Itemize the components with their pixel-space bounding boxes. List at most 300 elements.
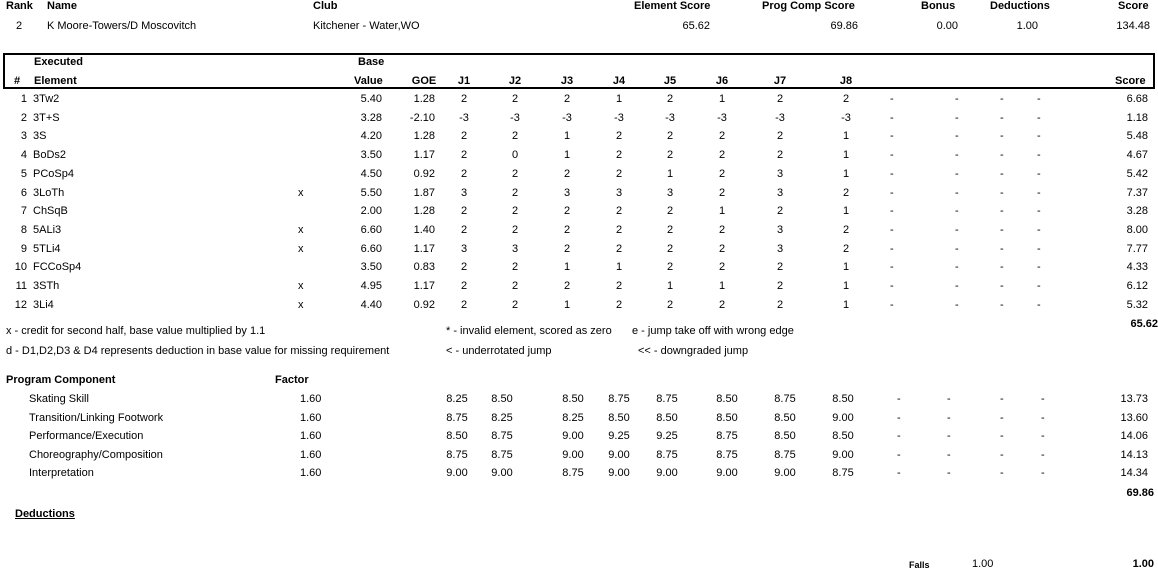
judge-1-score: 2 xyxy=(460,280,468,292)
club-label: Club xyxy=(313,0,338,12)
base-value: 3.50 xyxy=(360,149,382,162)
empty-judge-dash: - xyxy=(890,93,894,105)
empty-judge-dash: - xyxy=(1000,167,1004,180)
prog-comp-score-label: Prog Comp Score xyxy=(762,0,855,12)
judge-4-score: 2 xyxy=(615,205,623,218)
judge-5-score: 1 xyxy=(666,167,674,180)
empty-judge-dash: - xyxy=(1000,448,1004,461)
element-num: 8 xyxy=(20,223,27,236)
base-value: 3.50 xyxy=(360,261,382,274)
judge-4-mark: 9.25 xyxy=(608,430,630,443)
empty-judge-dash: - xyxy=(1000,223,1004,236)
empty-judge-dash: - xyxy=(890,111,894,124)
empty-judge-dash: - xyxy=(1000,261,1004,274)
empty-judge-dash: - xyxy=(897,467,901,480)
empty-judge-dash: - xyxy=(955,242,959,255)
judge-2-score: 2 xyxy=(511,205,519,218)
element-code: PCoSp4 xyxy=(33,167,74,180)
j1-header: J1 xyxy=(457,75,471,87)
judge-4-mark: 8.75 xyxy=(608,393,630,405)
judge-6-score: 2 xyxy=(718,167,726,180)
goe-value: 0.83 xyxy=(413,261,435,274)
second-half-marker: x xyxy=(298,298,304,311)
judge-5-mark: 9.25 xyxy=(656,430,678,443)
empty-judge-dash: - xyxy=(955,186,959,199)
judge-4-mark: 8.50 xyxy=(608,411,630,424)
component-total: 69.86 xyxy=(1126,487,1154,499)
judge-8-mark: 8.75 xyxy=(832,467,854,480)
judge-2-score: 2 xyxy=(511,223,519,236)
element-num: 10 xyxy=(14,261,27,274)
deductions-total: 1.00 xyxy=(1132,558,1154,570)
empty-judge-dash: - xyxy=(1037,130,1041,143)
judge-8-score: 2 xyxy=(842,223,850,236)
judge-7-score: 3 xyxy=(776,242,784,255)
judge-8-score: 2 xyxy=(842,186,850,199)
empty-judge-dash: - xyxy=(955,261,959,274)
judge-2-score: 2 xyxy=(511,186,519,199)
judge-6-score: 2 xyxy=(718,242,726,255)
j3-header: J3 xyxy=(560,75,574,87)
deductions-value: 1.00 xyxy=(1016,20,1038,32)
second-half-marker: x xyxy=(298,280,304,292)
judge-2-mark: 8.75 xyxy=(491,430,513,443)
component-score: 14.06 xyxy=(1120,430,1148,443)
judge-4-mark: 9.00 xyxy=(608,467,630,480)
judge-2-mark: 8.75 xyxy=(491,448,513,461)
judge-5-score: -3 xyxy=(665,111,675,124)
judge-6-score: 2 xyxy=(718,149,726,162)
empty-judge-dash: - xyxy=(1041,467,1045,480)
empty-judge-dash: - xyxy=(1000,280,1004,292)
judge-4-score: 1 xyxy=(615,93,623,105)
score-label: Score xyxy=(1118,0,1149,12)
legend-downgraded-note: << - downgraded jump xyxy=(638,345,749,357)
base-value: 3.28 xyxy=(360,111,382,124)
second-half-marker: x xyxy=(298,223,304,236)
judge-7-mark: 8.75 xyxy=(774,448,796,461)
empty-judge-dash: - xyxy=(947,430,951,443)
empty-judge-dash: - xyxy=(955,130,959,143)
judge-5-score: 2 xyxy=(666,205,674,218)
judge-3-mark: 9.00 xyxy=(562,448,584,461)
judge-1-score: 2 xyxy=(460,261,468,274)
falls-label: Falls xyxy=(909,560,930,570)
base-value: 2.00 xyxy=(360,205,382,218)
component-name: Choreography/Composition xyxy=(29,448,163,461)
j6-header: J6 xyxy=(715,75,729,87)
goe-value: 1.40 xyxy=(413,223,435,236)
judge-3-mark: 8.50 xyxy=(562,393,584,405)
judge-7-score: -3 xyxy=(775,111,785,124)
element-code: 3LoTh xyxy=(33,186,65,199)
judge-5-mark: 9.00 xyxy=(656,467,678,480)
judge-6-score: 2 xyxy=(718,130,726,143)
judge-4-score: 2 xyxy=(615,149,623,162)
component-factor: 1.60 xyxy=(300,411,322,424)
judge-8-mark: 8.50 xyxy=(832,393,854,405)
judge-8-score: 1 xyxy=(842,167,850,180)
judge-4-score: -3 xyxy=(614,111,624,124)
base-value: 5.40 xyxy=(360,93,382,105)
judge-7-score: 2 xyxy=(776,205,784,218)
judge-4-score: 2 xyxy=(615,242,623,255)
empty-judge-dash: - xyxy=(1037,186,1041,199)
element-score: 1.18 xyxy=(1126,111,1148,124)
empty-judge-dash: - xyxy=(1037,223,1041,236)
judge-6-score: 1 xyxy=(718,93,726,105)
judge-8-score: 2 xyxy=(842,242,850,255)
element-score-label: Element Score xyxy=(634,0,711,12)
empty-judge-dash: - xyxy=(947,411,951,424)
judge-4-score: 2 xyxy=(615,298,623,311)
empty-judge-dash: - xyxy=(890,298,894,311)
judge-7-score: 2 xyxy=(776,93,784,105)
empty-judge-dash: - xyxy=(955,167,959,180)
judge-5-score: 2 xyxy=(666,261,674,274)
executed-header: Executed xyxy=(34,56,83,68)
legend-d-note: d - D1,D2,D3 & D4 represents deduction in base value for missing requirement xyxy=(6,345,390,357)
judge-3-mark: 8.25 xyxy=(562,411,584,424)
judge-1-score: 2 xyxy=(460,167,468,180)
judge-1-score: 2 xyxy=(460,130,468,143)
judge-8-score: 1 xyxy=(842,280,850,292)
element-num: 6 xyxy=(20,186,27,199)
goe-value: 1.28 xyxy=(413,93,435,105)
judge-1-score: 3 xyxy=(460,186,468,199)
rank-value: 2 xyxy=(16,20,23,32)
element-score: 8.00 xyxy=(1126,223,1148,236)
empty-judge-dash: - xyxy=(1037,149,1041,162)
prog-comp-score-value: 69.86 xyxy=(830,20,858,32)
j7-header: J7 xyxy=(773,75,787,87)
empty-judge-dash: - xyxy=(1037,93,1041,105)
judge-3-score: -3 xyxy=(562,111,572,124)
bonus-label: Bonus xyxy=(921,0,956,12)
empty-judge-dash: - xyxy=(1000,393,1004,405)
skater-name: K Moore-Towers/D Moscovitch xyxy=(47,20,197,32)
element-code: 3Li4 xyxy=(33,298,54,311)
judge-7-score: 2 xyxy=(776,298,784,311)
component-name: Performance/Execution xyxy=(29,430,144,443)
component-name: Skating Skill xyxy=(29,393,89,405)
second-half-marker: x xyxy=(298,186,304,199)
empty-judge-dash: - xyxy=(1037,111,1041,124)
empty-judge-dash: - xyxy=(890,186,894,199)
judge-8-score: 1 xyxy=(842,149,850,162)
judge-1-score: 2 xyxy=(460,205,468,218)
rank-label: Rank xyxy=(6,0,33,12)
judge-3-score: 2 xyxy=(563,223,571,236)
element-header: Element xyxy=(34,75,77,87)
empty-judge-dash: - xyxy=(955,280,959,292)
j4-header: J4 xyxy=(612,75,626,87)
base-value: 4.20 xyxy=(360,130,382,143)
deductions-title: Deductions xyxy=(15,508,75,520)
judge-6-score: 2 xyxy=(718,223,726,236)
judge-6-mark: 8.50 xyxy=(716,411,738,424)
empty-judge-dash: - xyxy=(1037,280,1041,292)
empty-judge-dash: - xyxy=(897,448,901,461)
judge-7-mark: 8.75 xyxy=(774,393,796,405)
component-factor: 1.60 xyxy=(300,448,322,461)
judge-1-mark: 9.00 xyxy=(446,467,468,480)
judge-5-score: 2 xyxy=(666,298,674,311)
judge-8-mark: 9.00 xyxy=(832,411,854,424)
element-score: 5.42 xyxy=(1126,167,1148,180)
empty-judge-dash: - xyxy=(890,242,894,255)
goe-header: GOE xyxy=(411,75,437,87)
judge-3-score: 2 xyxy=(563,242,571,255)
element-num: 3 xyxy=(20,130,27,143)
empty-judge-dash: - xyxy=(955,149,959,162)
judge-3-score: 2 xyxy=(563,93,571,105)
judge-4-score: 2 xyxy=(615,130,623,143)
j5-header: J5 xyxy=(663,75,677,87)
element-score: 7.37 xyxy=(1126,186,1148,199)
element-score-value: 65.62 xyxy=(682,20,710,32)
second-half-marker: x xyxy=(298,242,304,255)
empty-judge-dash: - xyxy=(890,130,894,143)
empty-judge-dash: - xyxy=(955,298,959,311)
base-value: 4.40 xyxy=(360,298,382,311)
judge-8-score: 1 xyxy=(842,130,850,143)
judge-1-score: -3 xyxy=(459,111,469,124)
goe-value: 1.17 xyxy=(413,280,435,292)
base-value: 4.50 xyxy=(360,167,382,180)
empty-judge-dash: - xyxy=(897,411,901,424)
value-header: Value xyxy=(354,75,383,87)
judge-5-score: 3 xyxy=(666,186,674,199)
judge-5-score: 2 xyxy=(666,242,674,255)
judge-3-score: 2 xyxy=(563,167,571,180)
empty-judge-dash: - xyxy=(1000,242,1004,255)
element-num: 9 xyxy=(20,242,27,255)
judge-6-score: -3 xyxy=(717,111,727,124)
legend-x-note: x - credit for second half, base value multiplied by 1.1 xyxy=(6,325,266,337)
judge-1-score: 2 xyxy=(460,223,468,236)
total-score-value: 134.48 xyxy=(1116,20,1150,32)
judge-7-score: 3 xyxy=(776,223,784,236)
empty-judge-dash: - xyxy=(890,167,894,180)
element-score: 4.33 xyxy=(1126,261,1148,274)
judge-4-score: 2 xyxy=(615,280,623,292)
empty-judge-dash: - xyxy=(1037,261,1041,274)
judge-4-score: 2 xyxy=(615,223,623,236)
goe-value: 0.92 xyxy=(413,298,435,311)
judge-8-score: 1 xyxy=(842,298,850,311)
empty-judge-dash: - xyxy=(1000,467,1004,480)
judge-5-score: 2 xyxy=(666,149,674,162)
empty-judge-dash: - xyxy=(955,111,959,124)
element-score: 7.77 xyxy=(1126,242,1148,255)
judge-2-score: 2 xyxy=(511,93,519,105)
judge-2-score: 2 xyxy=(511,261,519,274)
judge-1-mark: 8.25 xyxy=(446,393,468,405)
judge-7-score: 2 xyxy=(776,130,784,143)
element-score: 3.28 xyxy=(1126,205,1148,218)
element-code: 3Tw2 xyxy=(33,93,60,105)
empty-judge-dash: - xyxy=(1000,93,1004,105)
component-name: Transition/Linking Footwork xyxy=(29,411,164,424)
element-num: 11 xyxy=(15,280,27,292)
judge-8-score: -3 xyxy=(841,111,851,124)
judge-2-score: 0 xyxy=(511,149,519,162)
judge-7-score: 3 xyxy=(776,186,784,199)
goe-value: 1.17 xyxy=(413,149,435,162)
empty-judge-dash: - xyxy=(1000,130,1004,143)
judge-4-score: 1 xyxy=(615,261,623,274)
element-code: ChSqB xyxy=(33,205,68,218)
club-value: Kitchener - Water,WO xyxy=(313,20,420,32)
component-score: 14.13 xyxy=(1120,448,1148,461)
judge-4-score: 2 xyxy=(615,167,623,180)
judge-2-score: 2 xyxy=(511,167,519,180)
judge-4-score: 3 xyxy=(615,186,623,199)
legend-invalid-note: * - invalid element, scored as zero xyxy=(446,325,612,337)
element-code: 3S xyxy=(33,130,47,143)
judge-1-mark: 8.50 xyxy=(446,430,468,443)
judge-1-score: 2 xyxy=(460,298,468,311)
judge-8-score: 1 xyxy=(842,205,850,218)
judge-1-mark: 8.75 xyxy=(446,448,468,461)
element-num: 12 xyxy=(14,298,27,311)
judge-2-mark: 9.00 xyxy=(491,467,513,480)
judge-8-mark: 9.00 xyxy=(832,448,854,461)
judge-3-score: 3 xyxy=(563,186,571,199)
element-code: BoDs2 xyxy=(33,149,67,162)
component-score: 13.60 xyxy=(1120,411,1148,424)
element-score: 4.67 xyxy=(1126,149,1148,162)
empty-judge-dash: - xyxy=(1000,298,1004,311)
element-total: 65.62 xyxy=(1130,318,1158,330)
base-value: 5.50 xyxy=(360,186,382,199)
judge-1-score: 3 xyxy=(460,242,468,255)
empty-judge-dash: - xyxy=(1000,205,1004,218)
judge-6-score: 1 xyxy=(718,205,726,218)
empty-judge-dash: - xyxy=(890,280,894,292)
judge-5-score: 2 xyxy=(666,130,674,143)
judge-1-mark: 8.75 xyxy=(446,411,468,424)
judge-6-mark: 9.00 xyxy=(716,467,738,480)
empty-judge-dash: - xyxy=(897,430,901,443)
empty-judge-dash: - xyxy=(1000,149,1004,162)
empty-judge-dash: - xyxy=(890,261,894,274)
empty-judge-dash: - xyxy=(1037,298,1041,311)
empty-judge-dash: - xyxy=(1000,411,1004,424)
judge-2-score: 3 xyxy=(511,242,519,255)
empty-judge-dash: - xyxy=(1000,430,1004,443)
judge-6-mark: 8.75 xyxy=(716,430,738,443)
empty-judge-dash: - xyxy=(955,93,959,105)
component-score: 13.73 xyxy=(1120,393,1148,405)
name-label: Name xyxy=(47,0,77,12)
element-code: FCCoSp4 xyxy=(33,261,82,274)
falls-value: 1.00 xyxy=(972,558,994,570)
judge-1-score: 2 xyxy=(460,149,468,162)
j8-header: J8 xyxy=(839,75,853,87)
judge-5-mark: 8.75 xyxy=(656,393,678,405)
empty-judge-dash: - xyxy=(890,149,894,162)
base-value: 6.60 xyxy=(360,242,382,255)
judge-8-score: 1 xyxy=(842,261,850,274)
goe-value: 0.92 xyxy=(413,167,435,180)
empty-judge-dash: - xyxy=(890,223,894,236)
element-score: 6.68 xyxy=(1126,93,1148,105)
empty-judge-dash: - xyxy=(947,467,951,480)
element-num: 2 xyxy=(20,111,27,124)
judge-7-mark: 8.50 xyxy=(774,430,796,443)
legend-underrotated-note: < - underrotated jump xyxy=(446,345,552,357)
judge-5-mark: 8.50 xyxy=(656,411,678,424)
judge-7-score: 2 xyxy=(776,149,784,162)
element-code: 5ALi3 xyxy=(33,223,62,236)
judge-6-score: 1 xyxy=(718,280,726,292)
judge-3-score: 1 xyxy=(563,298,571,311)
empty-judge-dash: - xyxy=(1000,186,1004,199)
element-num: 4 xyxy=(20,149,27,162)
goe-value: 1.17 xyxy=(413,242,435,255)
judge-2-score: -3 xyxy=(510,111,520,124)
empty-judge-dash: - xyxy=(1000,111,1004,124)
judge-7-score: 2 xyxy=(776,280,784,292)
score-header: Score xyxy=(1115,75,1146,87)
judge-2-mark: 8.25 xyxy=(491,411,513,424)
empty-judge-dash: - xyxy=(955,205,959,218)
goe-value: -2.10 xyxy=(409,111,435,124)
judge-1-score: 2 xyxy=(460,93,468,105)
judge-2-score: 2 xyxy=(511,130,519,143)
empty-judge-dash: - xyxy=(897,393,901,405)
element-score: 6.12 xyxy=(1126,280,1148,292)
element-table-header xyxy=(3,53,1155,89)
component-score: 14.34 xyxy=(1120,467,1148,480)
base-value: 6.60 xyxy=(360,223,382,236)
judge-6-score: 2 xyxy=(718,186,726,199)
judge-5-mark: 8.75 xyxy=(656,448,678,461)
judge-7-mark: 9.00 xyxy=(774,467,796,480)
judge-7-mark: 8.50 xyxy=(774,411,796,424)
empty-judge-dash: - xyxy=(1041,393,1045,405)
judge-2-score: 2 xyxy=(511,298,519,311)
empty-judge-dash: - xyxy=(947,448,951,461)
judge-6-mark: 8.75 xyxy=(716,448,738,461)
goe-value: 1.87 xyxy=(413,186,435,199)
judge-8-score: 2 xyxy=(842,93,850,105)
goe-value: 1.28 xyxy=(413,130,435,143)
empty-judge-dash: - xyxy=(890,205,894,218)
element-code: 3STh xyxy=(33,280,60,292)
component-factor: 1.60 xyxy=(300,467,322,480)
judge-4-mark: 9.00 xyxy=(608,448,630,461)
program-component-header: Program Component xyxy=(6,374,116,386)
judge-6-mark: 8.50 xyxy=(716,393,738,405)
empty-judge-dash: - xyxy=(1041,448,1045,461)
judge-3-mark: 9.00 xyxy=(562,430,584,443)
empty-judge-dash: - xyxy=(1037,242,1041,255)
element-num: 7 xyxy=(20,205,27,218)
j2-header: J2 xyxy=(508,75,522,87)
judge-3-mark: 8.75 xyxy=(562,467,584,480)
element-code: 5TLi4 xyxy=(33,242,61,255)
judge-6-score: 2 xyxy=(718,298,726,311)
empty-judge-dash: - xyxy=(1041,430,1045,443)
factor-header: Factor xyxy=(275,374,309,386)
empty-judge-dash: - xyxy=(1037,205,1041,218)
legend-edge-note: e - jump take off with wrong edge xyxy=(632,325,794,337)
bonus-value: 0.00 xyxy=(936,20,958,32)
judge-2-score: 2 xyxy=(511,280,519,292)
